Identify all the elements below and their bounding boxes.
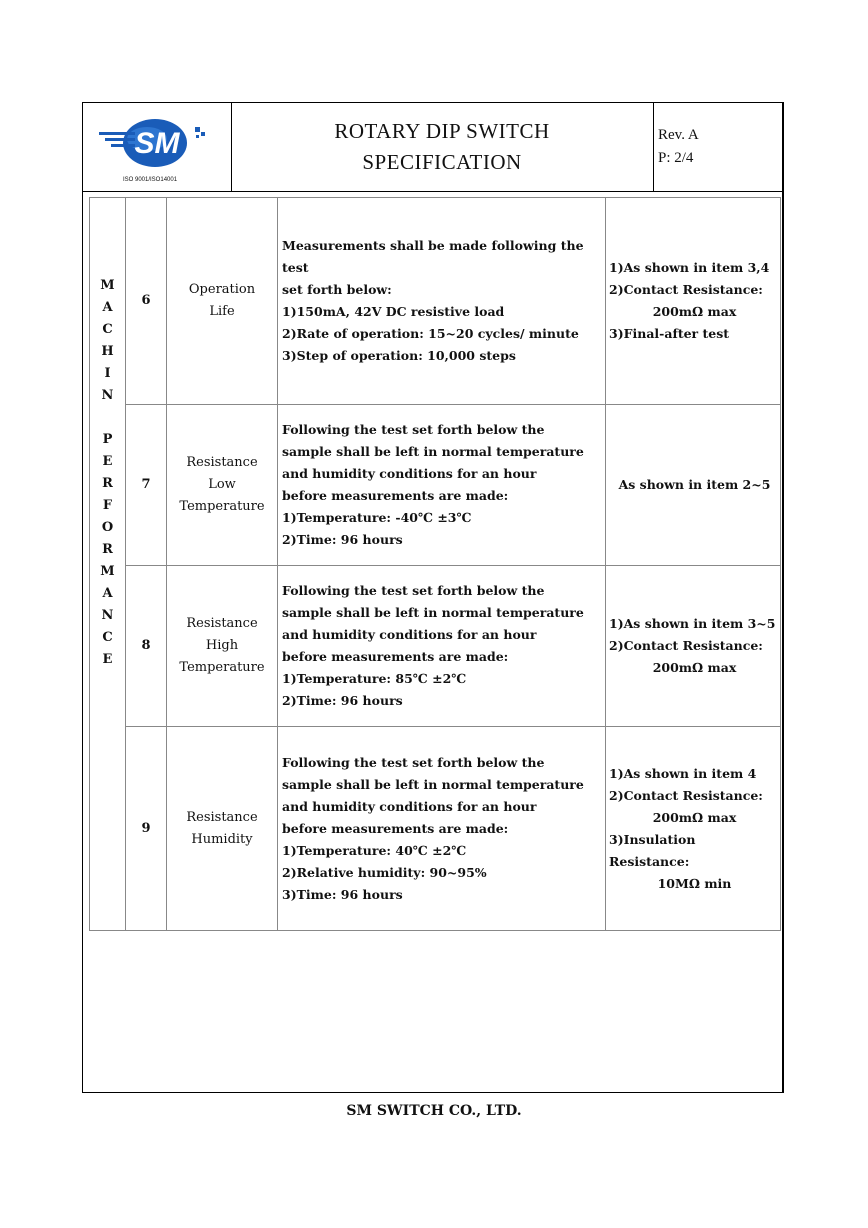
- test-item-line: Low: [208, 477, 236, 492]
- iso-label: ISO 9001/ISO14001: [123, 177, 178, 183]
- test-conditions: [278, 198, 606, 405]
- test-item-line: Resistance: [186, 809, 258, 825]
- test-item-line: Temperature: [179, 660, 265, 675]
- section-label-letter: [100, 407, 114, 429]
- condition-line: 1)150mA, 42V DC resistive load: [282, 304, 505, 319]
- condition-line: Following the test set forth below the: [282, 422, 545, 437]
- section-label-letter: R: [102, 476, 113, 491]
- condition-line: 2)Rate of operation: 15~20 cycles/ minute: [282, 326, 579, 341]
- spec-row: [90, 198, 781, 405]
- svg-text:SM: SM: [134, 127, 180, 160]
- section-label-letter: C: [102, 630, 113, 645]
- condition-line: 2)Time: 96 hours: [282, 693, 403, 708]
- section-label-letter: H: [101, 344, 114, 359]
- revision-cell: [653, 103, 782, 191]
- test-item-line: High: [205, 638, 239, 653]
- requirement-line: 200mΩ max: [652, 809, 737, 825]
- section-label-letter: F: [102, 498, 113, 513]
- document-header: [83, 103, 782, 192]
- condition-line: 3)Time: 96 hours: [282, 886, 403, 902]
- test-conditions: [278, 566, 606, 727]
- condition-line: 2)Time: 96 hours: [282, 532, 403, 547]
- test-item: [167, 727, 278, 931]
- test-item-line: Life: [209, 304, 235, 319]
- condition-line: 1)Temperature: 40℃ ±2℃: [282, 842, 467, 858]
- test-item-line: Operation: [188, 282, 256, 297]
- requirement-line: 2)Contact Resistance:: [609, 638, 763, 653]
- condition-line: sample shall be left in normal temperature: [282, 605, 584, 620]
- requirement-line: 2)Contact Resistance:: [609, 282, 763, 297]
- company-logo: [83, 103, 231, 177]
- page-number: P: 2/4: [658, 150, 694, 166]
- condition-line: and humidity conditions for an hour: [282, 466, 537, 481]
- test-item: [167, 405, 278, 566]
- item-number: 6: [126, 198, 167, 405]
- section-label-letter: A: [102, 300, 113, 315]
- item-number: 8: [126, 566, 167, 727]
- section-label-letter: M: [100, 278, 115, 293]
- condition-line: 3)Step of operation: 10,000 steps: [282, 348, 516, 363]
- section-label-letter: C: [102, 322, 113, 337]
- section-label-letter: E: [102, 454, 113, 469]
- section-label: [90, 198, 126, 931]
- company-footer: SM SWITCH CO., LTD.: [346, 1103, 522, 1119]
- condition-line: 2)Relative humidity: 90~95%: [282, 864, 487, 880]
- requirement-line: 3)Final-after test: [609, 326, 730, 341]
- test-item: [167, 566, 278, 727]
- test-conditions: [278, 727, 606, 931]
- condition-line: before measurements are made:: [282, 488, 509, 503]
- section-label-letter: A: [102, 586, 113, 601]
- requirement-line: As shown in item 2~5: [618, 477, 771, 492]
- spec-row: [90, 727, 781, 931]
- item-number: 9: [126, 727, 167, 931]
- requirements: [606, 566, 781, 727]
- condition-line: Measurements shall be made following the test: [282, 238, 584, 275]
- requirement-line: 200mΩ max: [652, 304, 737, 319]
- condition-line: 1)Temperature: 85℃ ±2℃: [282, 671, 467, 686]
- section-label-letter: R: [102, 542, 113, 557]
- requirements: [606, 727, 781, 931]
- requirement-line: 1)As shown in item 4: [609, 765, 757, 781]
- requirement-line: 2)Contact Resistance:: [609, 787, 763, 803]
- condition-line: before measurements are made:: [282, 649, 509, 664]
- condition-line: sample shall be left in normal temperature: [282, 776, 584, 792]
- test-conditions: [278, 405, 606, 566]
- requirement-line: 1)As shown in item 3,4: [609, 260, 770, 275]
- requirement-line: 3)Insulation Resistance:: [609, 831, 696, 869]
- document-title-line2: SPECIFICATION: [362, 150, 522, 174]
- spec-row: [90, 566, 781, 727]
- condition-line: sample shall be left in normal temperature: [282, 444, 584, 459]
- requirement-line: 200mΩ max: [652, 660, 737, 675]
- condition-line: Following the test set forth below the: [282, 583, 545, 598]
- logo-cell: [83, 103, 232, 191]
- section-label-letter: P: [102, 432, 113, 447]
- condition-line: before measurements are made:: [282, 820, 509, 836]
- condition-line: 1)Temperature: -40℃ ±3℃: [282, 510, 472, 525]
- document-title-line1: ROTARY DIP SWITCH: [334, 119, 550, 143]
- section-label-letter: N: [101, 388, 114, 403]
- condition-line: and humidity conditions for an hour: [282, 798, 537, 814]
- requirements: [606, 198, 781, 405]
- condition-line: set forth below:: [282, 282, 392, 297]
- requirement-line: 1)As shown in item 3~5: [609, 616, 776, 631]
- test-item-line: Resistance: [186, 455, 258, 470]
- section-label-letter: O: [101, 520, 114, 535]
- section-label-letter: I: [104, 366, 111, 381]
- section-label-letter: M: [100, 564, 115, 579]
- section-label-letter: N: [101, 608, 114, 623]
- test-item-line: Temperature: [179, 499, 265, 514]
- spec-row: [90, 405, 781, 566]
- requirements: [606, 405, 781, 566]
- section-label-letter: E: [102, 652, 113, 667]
- test-item-line: Humidity: [191, 831, 253, 847]
- title-cell: [231, 103, 654, 191]
- test-item-line: Resistance: [186, 616, 258, 631]
- revision-label: Rev. A: [658, 127, 699, 143]
- condition-line: and humidity conditions for an hour: [282, 627, 537, 642]
- requirement-line: 10MΩ min: [657, 875, 732, 891]
- condition-line: Following the test set forth below the: [282, 754, 545, 770]
- test-item: [167, 198, 278, 405]
- spec-table: [89, 197, 781, 931]
- item-number: 7: [126, 405, 167, 566]
